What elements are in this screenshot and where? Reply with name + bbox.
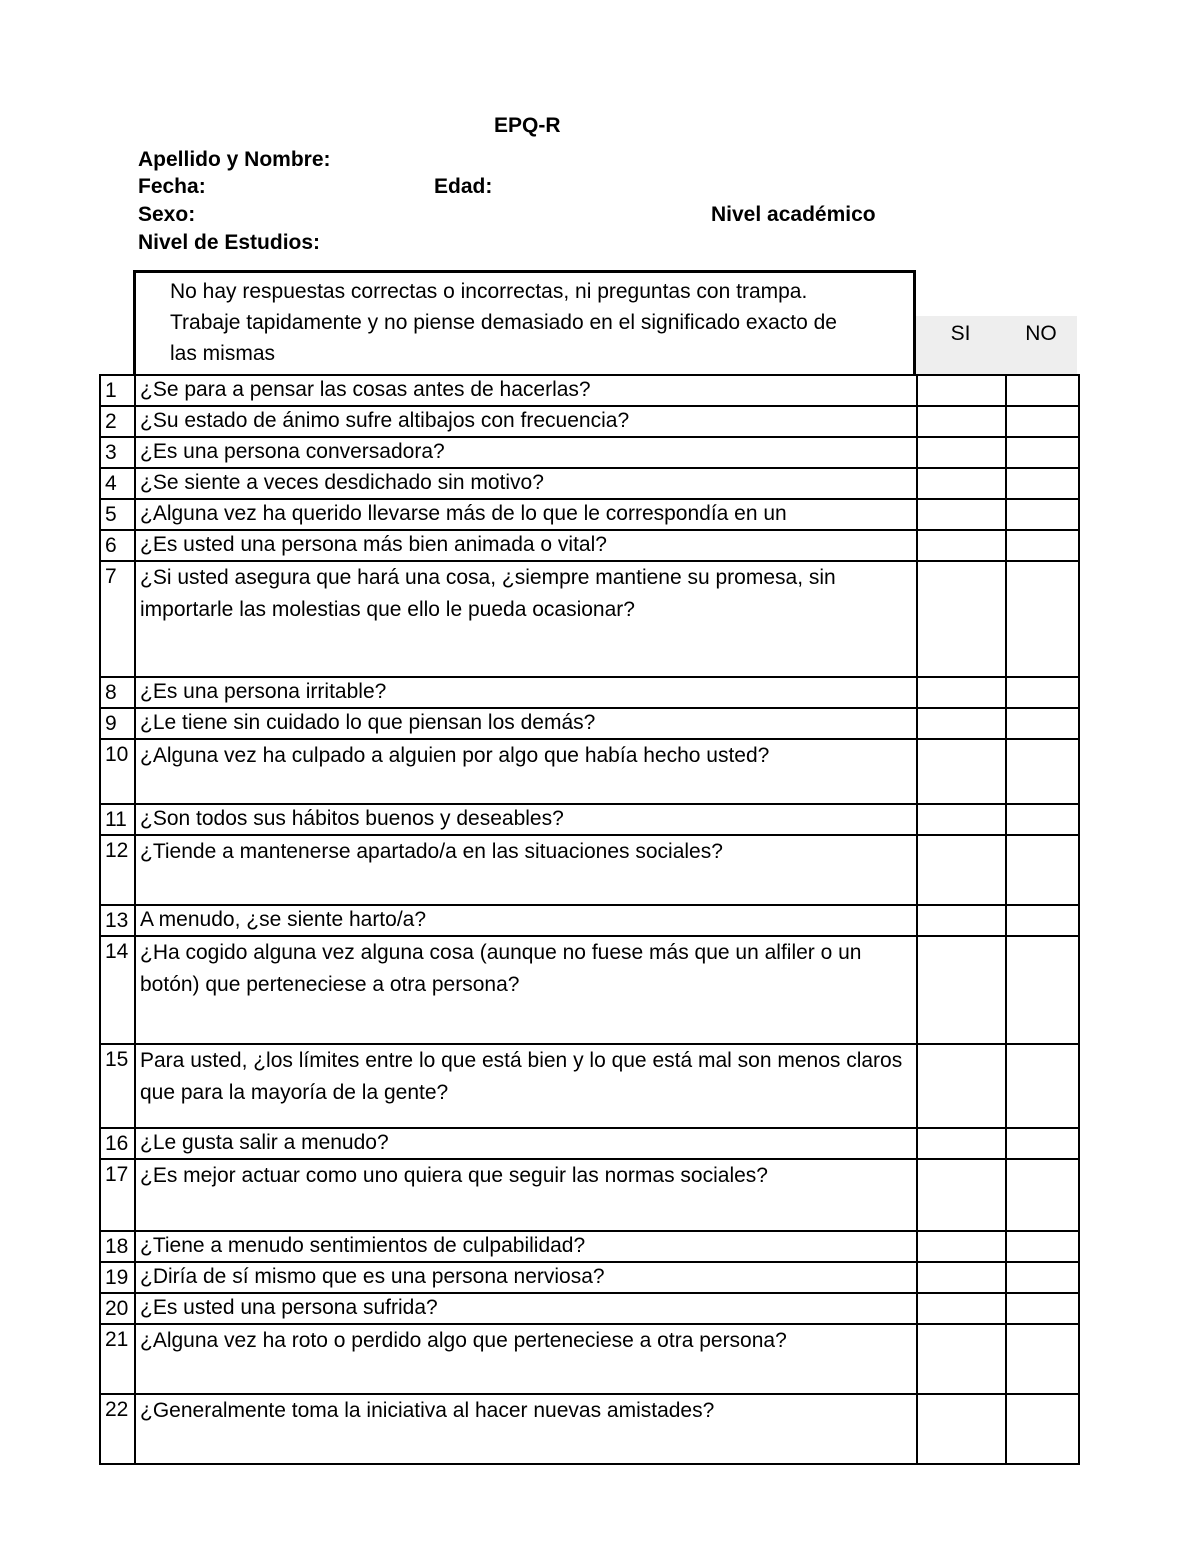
question-number: 17 bbox=[100, 1159, 135, 1231]
instructions-line: No hay respuestas correctas o incorrectas, ni preguntas con trampa. bbox=[170, 280, 808, 303]
question-text: ¿Son todos sus hábitos buenos y deseables? bbox=[135, 804, 917, 835]
question-number: 8 bbox=[100, 677, 135, 708]
question-text: ¿Es usted una persona sufrida? bbox=[135, 1293, 917, 1324]
question-text: ¿Se para a pensar las cosas antes de hacerlas? bbox=[135, 375, 917, 406]
answer-si-cell[interactable] bbox=[917, 1394, 1006, 1464]
answer-si-cell[interactable] bbox=[917, 936, 1006, 1044]
answer-no-cell[interactable] bbox=[1006, 739, 1079, 804]
question-text: ¿Es una persona conversadora? bbox=[135, 437, 917, 468]
table-row bbox=[100, 835, 1079, 905]
table-row bbox=[100, 739, 1079, 804]
answer-no-cell[interactable] bbox=[1006, 1128, 1079, 1159]
answer-si-cell[interactable] bbox=[917, 406, 1006, 437]
answer-no-cell[interactable] bbox=[1006, 708, 1079, 739]
answer-no-cell[interactable] bbox=[1006, 1262, 1079, 1293]
table-row bbox=[100, 1293, 1079, 1324]
answer-no-cell[interactable] bbox=[1006, 677, 1079, 708]
table-row bbox=[100, 1128, 1079, 1159]
table-row bbox=[100, 499, 1079, 530]
answer-no-cell[interactable] bbox=[1006, 1044, 1079, 1128]
answer-no-cell[interactable] bbox=[1006, 406, 1079, 437]
answer-si-cell[interactable] bbox=[917, 804, 1006, 835]
question-text: ¿Le gusta salir a menudo? bbox=[135, 1128, 917, 1159]
instructions-line: las mismas bbox=[170, 342, 276, 365]
instructions-line: Trabaje tapidamente y no piense demasiado en el significado exacto de bbox=[170, 311, 837, 334]
answer-si-cell[interactable] bbox=[917, 437, 1006, 468]
answer-no-cell[interactable] bbox=[1006, 499, 1079, 530]
table-row bbox=[100, 708, 1079, 739]
question-text: ¿Generalmente toma la iniciativa al hacer nuevas amistades? bbox=[135, 1394, 917, 1464]
table-row bbox=[100, 530, 1079, 561]
table-row bbox=[100, 1231, 1079, 1262]
answer-si-cell[interactable] bbox=[917, 708, 1006, 739]
no-column-label: NO bbox=[1025, 322, 1057, 345]
answer-si-cell[interactable] bbox=[917, 1044, 1006, 1128]
question-text: ¿Si usted asegura que hará una cosa, ¿siempre mantiene su promesa, sin importarle las molestias que ello le pueda ocasionar? bbox=[135, 561, 917, 677]
question-text: ¿Le tiene sin cuidado lo que piensan los demás? bbox=[135, 708, 917, 739]
answer-si-cell[interactable] bbox=[917, 499, 1006, 530]
table-row bbox=[100, 468, 1079, 499]
answer-no-cell[interactable] bbox=[1006, 530, 1079, 561]
answer-si-cell[interactable] bbox=[917, 1324, 1006, 1394]
table-row bbox=[100, 804, 1079, 835]
answer-si-cell[interactable] bbox=[917, 1262, 1006, 1293]
question-number: 19 bbox=[100, 1262, 135, 1293]
question-number: 9 bbox=[100, 708, 135, 739]
question-number: 11 bbox=[100, 804, 135, 835]
question-text: ¿Es usted una persona más bien animada o vital? bbox=[135, 530, 917, 561]
question-number: 3 bbox=[100, 437, 135, 468]
date-label: Fecha: bbox=[138, 175, 206, 198]
answer-si-cell[interactable] bbox=[917, 375, 1006, 406]
table-row bbox=[100, 1262, 1079, 1293]
question-number: 2 bbox=[100, 406, 135, 437]
name-label: Apellido y Nombre: bbox=[138, 148, 331, 171]
table-row bbox=[100, 677, 1079, 708]
table-row bbox=[100, 905, 1079, 936]
question-number: 16 bbox=[100, 1128, 135, 1159]
answer-si-cell[interactable] bbox=[917, 1159, 1006, 1231]
answer-no-cell[interactable] bbox=[1006, 1293, 1079, 1324]
academic-level-label: Nivel académico bbox=[711, 203, 876, 226]
answer-no-cell[interactable] bbox=[1006, 905, 1079, 936]
answer-si-cell[interactable] bbox=[917, 677, 1006, 708]
sex-label: Sexo: bbox=[138, 203, 196, 226]
age-label: Edad: bbox=[434, 175, 493, 198]
answer-no-cell[interactable] bbox=[1006, 375, 1079, 406]
table-row bbox=[100, 1324, 1079, 1394]
table-row bbox=[100, 561, 1079, 677]
question-number: 14 bbox=[100, 936, 135, 1044]
answer-no-cell[interactable] bbox=[1006, 1231, 1079, 1262]
answer-no-cell[interactable] bbox=[1006, 835, 1079, 905]
answer-si-cell[interactable] bbox=[917, 530, 1006, 561]
table-row bbox=[100, 1394, 1079, 1464]
table-row bbox=[100, 406, 1079, 437]
table-row bbox=[100, 375, 1079, 406]
question-number: 21 bbox=[100, 1324, 135, 1394]
question-text: A menudo, ¿se siente harto/a? bbox=[135, 905, 917, 936]
answer-column-header bbox=[916, 316, 1077, 374]
question-text: ¿Alguna vez ha culpado a alguien por algo que había hecho usted? bbox=[135, 739, 917, 804]
answer-no-cell[interactable] bbox=[1006, 561, 1079, 677]
answer-no-cell[interactable] bbox=[1006, 1159, 1079, 1231]
question-text: ¿Tiene a menudo sentimientos de culpabilidad? bbox=[135, 1231, 917, 1262]
questionnaire-table bbox=[99, 374, 1080, 1465]
question-number: 5 bbox=[100, 499, 135, 530]
question-number: 22 bbox=[100, 1394, 135, 1464]
question-text: ¿Su estado de ánimo sufre altibajos con frecuencia? bbox=[135, 406, 917, 437]
question-text: ¿Tiende a mantenerse apartado/a en las situaciones sociales? bbox=[135, 835, 917, 905]
question-number: 13 bbox=[100, 905, 135, 936]
answer-no-cell[interactable] bbox=[1006, 1394, 1079, 1464]
question-text: ¿Diría de sí mismo que es una persona nerviosa? bbox=[135, 1262, 917, 1293]
question-text: ¿Se siente a veces desdichado sin motivo? bbox=[135, 468, 917, 499]
question-text: ¿Es mejor actuar como uno quiera que seguir las normas sociales? bbox=[135, 1159, 917, 1231]
question-number: 10 bbox=[100, 739, 135, 804]
answer-si-cell[interactable] bbox=[917, 835, 1006, 905]
answer-si-cell[interactable] bbox=[917, 739, 1006, 804]
question-number: 15 bbox=[100, 1044, 135, 1128]
study-level-label: Nivel de Estudios: bbox=[138, 231, 321, 254]
table-row bbox=[100, 437, 1079, 468]
yes-column-label: SI bbox=[950, 322, 971, 345]
question-text: ¿Es una persona irritable? bbox=[135, 677, 917, 708]
answer-no-cell[interactable] bbox=[1006, 1324, 1079, 1394]
question-number: 20 bbox=[100, 1293, 135, 1324]
answer-si-cell[interactable] bbox=[917, 1128, 1006, 1159]
question-number: 6 bbox=[100, 530, 135, 561]
table-row bbox=[100, 936, 1079, 1044]
answer-no-cell[interactable] bbox=[1006, 437, 1079, 468]
table-row bbox=[100, 1044, 1079, 1128]
table-row bbox=[100, 1159, 1079, 1231]
question-number: 1 bbox=[100, 375, 135, 406]
question-number: 4 bbox=[100, 468, 135, 499]
answer-no-cell[interactable] bbox=[1006, 804, 1079, 835]
answer-si-cell[interactable] bbox=[917, 561, 1006, 677]
question-text: ¿Ha cogido alguna vez alguna cosa (aunque no fuese más que un alfiler o un botón) que perteneciese a otra persona? bbox=[135, 936, 917, 1044]
question-number: 7 bbox=[100, 561, 135, 677]
answer-si-cell[interactable] bbox=[917, 905, 1006, 936]
answer-no-cell[interactable] bbox=[1006, 468, 1079, 499]
question-text: Para usted, ¿los límites entre lo que está bien y lo que está mal son menos claros que para la mayoría de la gente? bbox=[135, 1044, 917, 1128]
page-title: EPQ-R bbox=[494, 114, 561, 137]
question-text: ¿Alguna vez ha roto o perdido algo que perteneciese a otra persona? bbox=[135, 1324, 917, 1394]
answer-si-cell[interactable] bbox=[917, 468, 1006, 499]
question-number: 12 bbox=[100, 835, 135, 905]
question-text: ¿Alguna vez ha querido llevarse más de lo que le correspondía en un bbox=[135, 499, 917, 530]
instructions-box bbox=[133, 270, 916, 376]
answer-no-cell[interactable] bbox=[1006, 936, 1079, 1044]
answer-si-cell[interactable] bbox=[917, 1293, 1006, 1324]
answer-si-cell[interactable] bbox=[917, 1231, 1006, 1262]
question-number: 18 bbox=[100, 1231, 135, 1262]
